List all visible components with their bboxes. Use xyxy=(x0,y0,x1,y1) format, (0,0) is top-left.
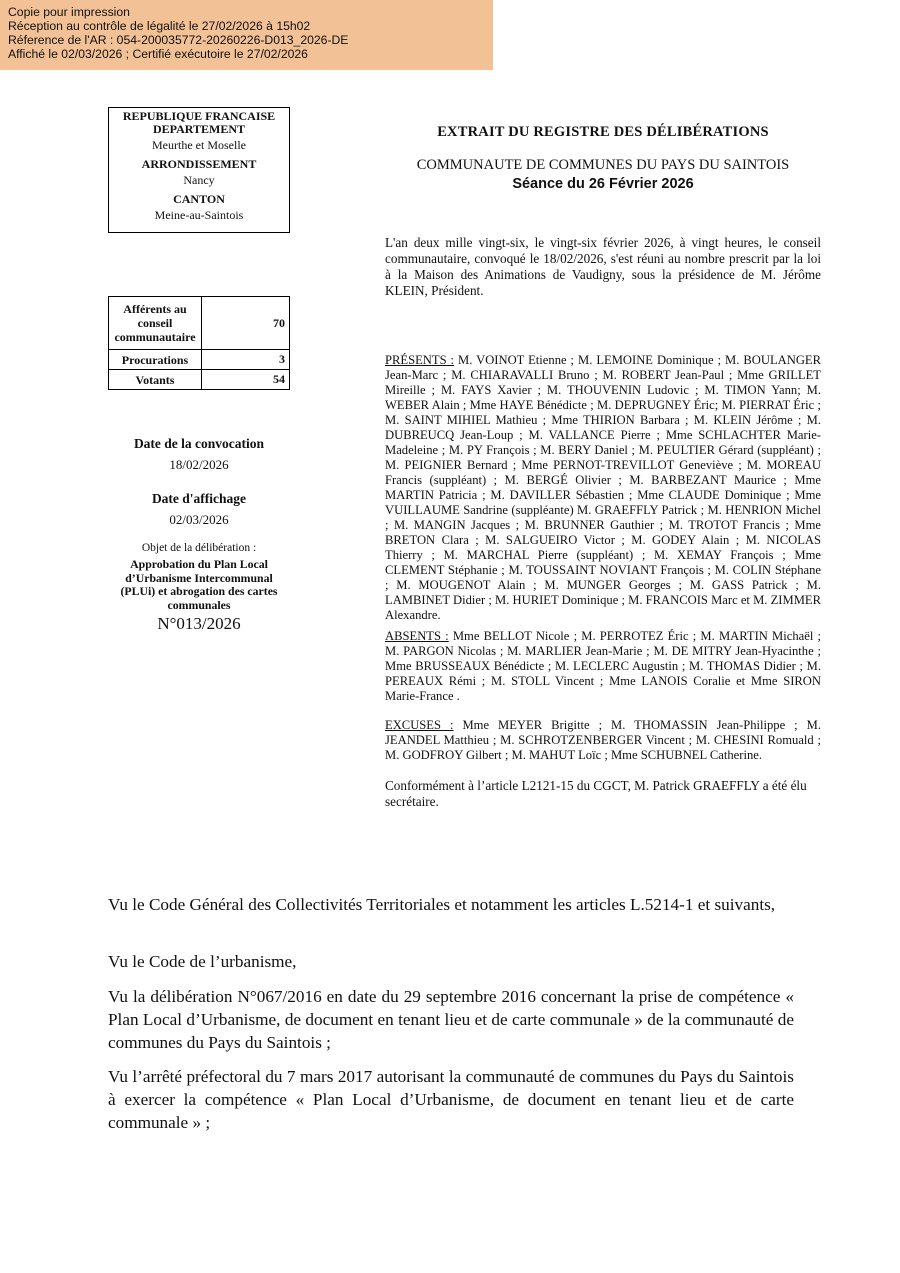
arrondissement-value: Nancy xyxy=(183,173,215,187)
absents-label: ABSENTS : xyxy=(385,629,449,643)
republique-label: REPUBLIQUE FRANCAISE xyxy=(122,109,276,123)
excuses-list: Mme MEYER Brigitte ; M. THOMASSIN Jean-Philippe ; M. JEANDEL Matthieu ; M. SCHROTZENBERGER Vincent ; M. CHESINI Romuald ; M. GODFROY Gilbert ; M. MAHUT Loïc ; Mme SCHUBNEL Catherine. xyxy=(385,718,821,762)
absents-paragraph xyxy=(385,629,821,704)
seance-date: Séance du 26 Février 2026 xyxy=(512,176,694,192)
absents-list: Mme BELLOT Nicole ; M. PERROTEZ Éric ; M. MARTIN Michaël ; M. PARGON Nicolas ; M. MARLIER Jean-Marie ; M. DE MITRY Jean-Hyacinthe ; Mme BRUSSEAUX Bénédicte ; M. LECLERC Augustin ; M. THOMAS Didier ; M. PEREAUX Rémi ; M. STOLL Vincent ; Mme LANOIS Coralie et Mme SIRON Marie-France . xyxy=(385,629,821,703)
register-title: EXTRAIT DU REGISTRE DES DÉLIBÉRATIONS xyxy=(437,124,769,140)
affichage-date: 02/03/2026 xyxy=(169,512,229,527)
table-row xyxy=(109,370,290,390)
canton-value: Meine-au-Saintois xyxy=(154,208,244,222)
objet-label: Objet de la délibération : xyxy=(141,542,257,554)
procurations-label: Procurations xyxy=(109,350,202,370)
stamp-line: Copie pour impression xyxy=(8,5,130,19)
deliberation-number: N°013/2026 xyxy=(157,614,241,633)
canton-label: CANTON xyxy=(173,192,225,206)
visa-paragraph: Vu l’arrêté préfectoral du 7 mars 2017 autorisant la communauté de communes du Pays du Saintois à exercer la compétence « Plan Local d’Urbanisme, de document en tenant lieu et de carte communale » ; xyxy=(108,1067,794,1132)
intro-paragraph: L'an deux mille vingt-six, le vingt-six février 2026, à vingt heures, le conseil communautaire, convoqué le 18/02/2026, s'est réuni au nombre prescrit par la loi à la Maison des Animations de Vaudigny, sous la présidence de M. Jérôme KLEIN, Président. xyxy=(385,235,821,298)
departement-value: Meurthe et Moselle xyxy=(152,138,246,152)
stamp-line: Réception au contrôle de légalité le 27/02/2026 à 15h02 xyxy=(8,19,311,33)
excuses-paragraph xyxy=(385,718,821,763)
visa-paragraph: Vu le Code Général des Collectivités Territoriales et notamment les articles L.5214-1 et suivants, xyxy=(108,895,776,914)
afferents-label: Afférents au conseil communautaire xyxy=(109,297,202,350)
votants-value: 54 xyxy=(202,370,290,390)
secretaire-paragraph: Conformément à l’article L2121-15 du CGCT, M. Patrick GRAEFFLY a été élu secrétaire. xyxy=(385,778,807,809)
arrondissement-label: ARRONDISSEMENT xyxy=(141,157,257,171)
departement-label: DEPARTEMENT xyxy=(152,122,246,136)
procurations-value: 3 xyxy=(202,350,290,370)
convocation-date: 18/02/2026 xyxy=(169,457,229,472)
votants-label: Votants xyxy=(109,370,202,390)
table-row xyxy=(109,297,290,350)
table-row xyxy=(109,350,290,370)
convocation-label: Date de la convocation xyxy=(133,436,265,451)
administrative-box xyxy=(108,107,290,233)
collectivite-name: COMMUNAUTE DE COMMUNES DU PAYS DU SAINTOIS xyxy=(416,157,790,173)
presents-paragraph xyxy=(385,353,821,623)
visa-paragraph: Vu le Code de l’urbanisme, xyxy=(108,952,297,971)
stamp-line: Réference de l'AR : 054-200035772-20260226-D013_2026-DE xyxy=(8,33,349,47)
presents-list: M. VOINOT Etienne ; M. LEMOINE Dominique ; M. BOULANGER Jean-Marc ; M. CHIARAVALLI Bruno ; M. ROBERT Jean-Paul ; Mme GRILLET Mireille ; M. FAYS Xavier ; M. THOUVENIN Ludovic ; M. TIMON Yann; M. WEBER Alain ; Mme HAYE Bénédicte ; M. DEPRUGNEY Éric; M. PIERRAT Éric ; M. SAINT MIHIEL Mathieu ; Mme THIRION Barbara ; M. KLEIN Jérôme ; M. DUBREUCQ Jean-Loup ; M. VALLANCE Pierre ; Mme SCHLACHTER Marie-Madeleine ; M. PY François ; M. BERY Daniel ; M. PEULTIER Gérard (suppléant) ; M. PEIGNIER Bernard ; Mme PERNOT-TREVILLOT Geneviève ; M. MOREAU Francis (suppléant) ; M. BERGÉ Olivier ; M. BARBEZANT Maurice ; Mme MARTIN Patricia ; M. DAVILLER Sébastien ; Mme CLAUDE Dominique ; Mme VUILLAUME Sandrine (suppléante) M. GRAEFFLY Patrick ; M. HENRION Michel ; M. MANGIN Jacques ; M. BRUNNER Gauthier ; M. TROTOT Francis ; Mme BRETON Clara ; M. SALGUEIRO Victor ; M. GODEY Alain ; M. NICOLAS Thierry ; M. MARCHAL Pierre (suppléant) ; M. XEMAY François ; Mme CLEMENT Stéphanie ; M. TOUSSAINT NOVIANT François ; M. COLIN Stéphane ; M. MOUGENOT Alain ; M. MUNGER Georges ; M. GASS Patrick ; M. LAMBINET Didier ; M. HURIET Dominique ; M. FRANCOIS Marc et M. ZIMMER Alexandre. xyxy=(385,353,822,622)
visa-paragraph: Vu la délibération N°067/2016 en date du 29 septembre 2016 concernant la prise de compétence « Plan Local d’Urbanisme, de document en tenant lieu et de carte communale » de la communauté de communes du Pays du Saintois ; xyxy=(108,987,794,1052)
meta-column xyxy=(108,436,290,634)
stamp-line: Affiché le 02/03/2026 ; Certifié exécutoire le 27/02/2026 xyxy=(8,47,308,61)
legality-stamp xyxy=(0,0,493,70)
excuses-label: EXCUSES : xyxy=(385,718,454,732)
objet-text: Approbation du Plan Local d’Urbanisme Intercommunal (PLUi) et abrogation des cartes communales xyxy=(120,557,278,612)
affichage-label: Date d'affichage xyxy=(151,491,247,506)
afferents-value: 70 xyxy=(202,297,290,350)
presents-label: PRÉSENTS : xyxy=(385,353,455,367)
attendance-count-table xyxy=(108,296,290,390)
